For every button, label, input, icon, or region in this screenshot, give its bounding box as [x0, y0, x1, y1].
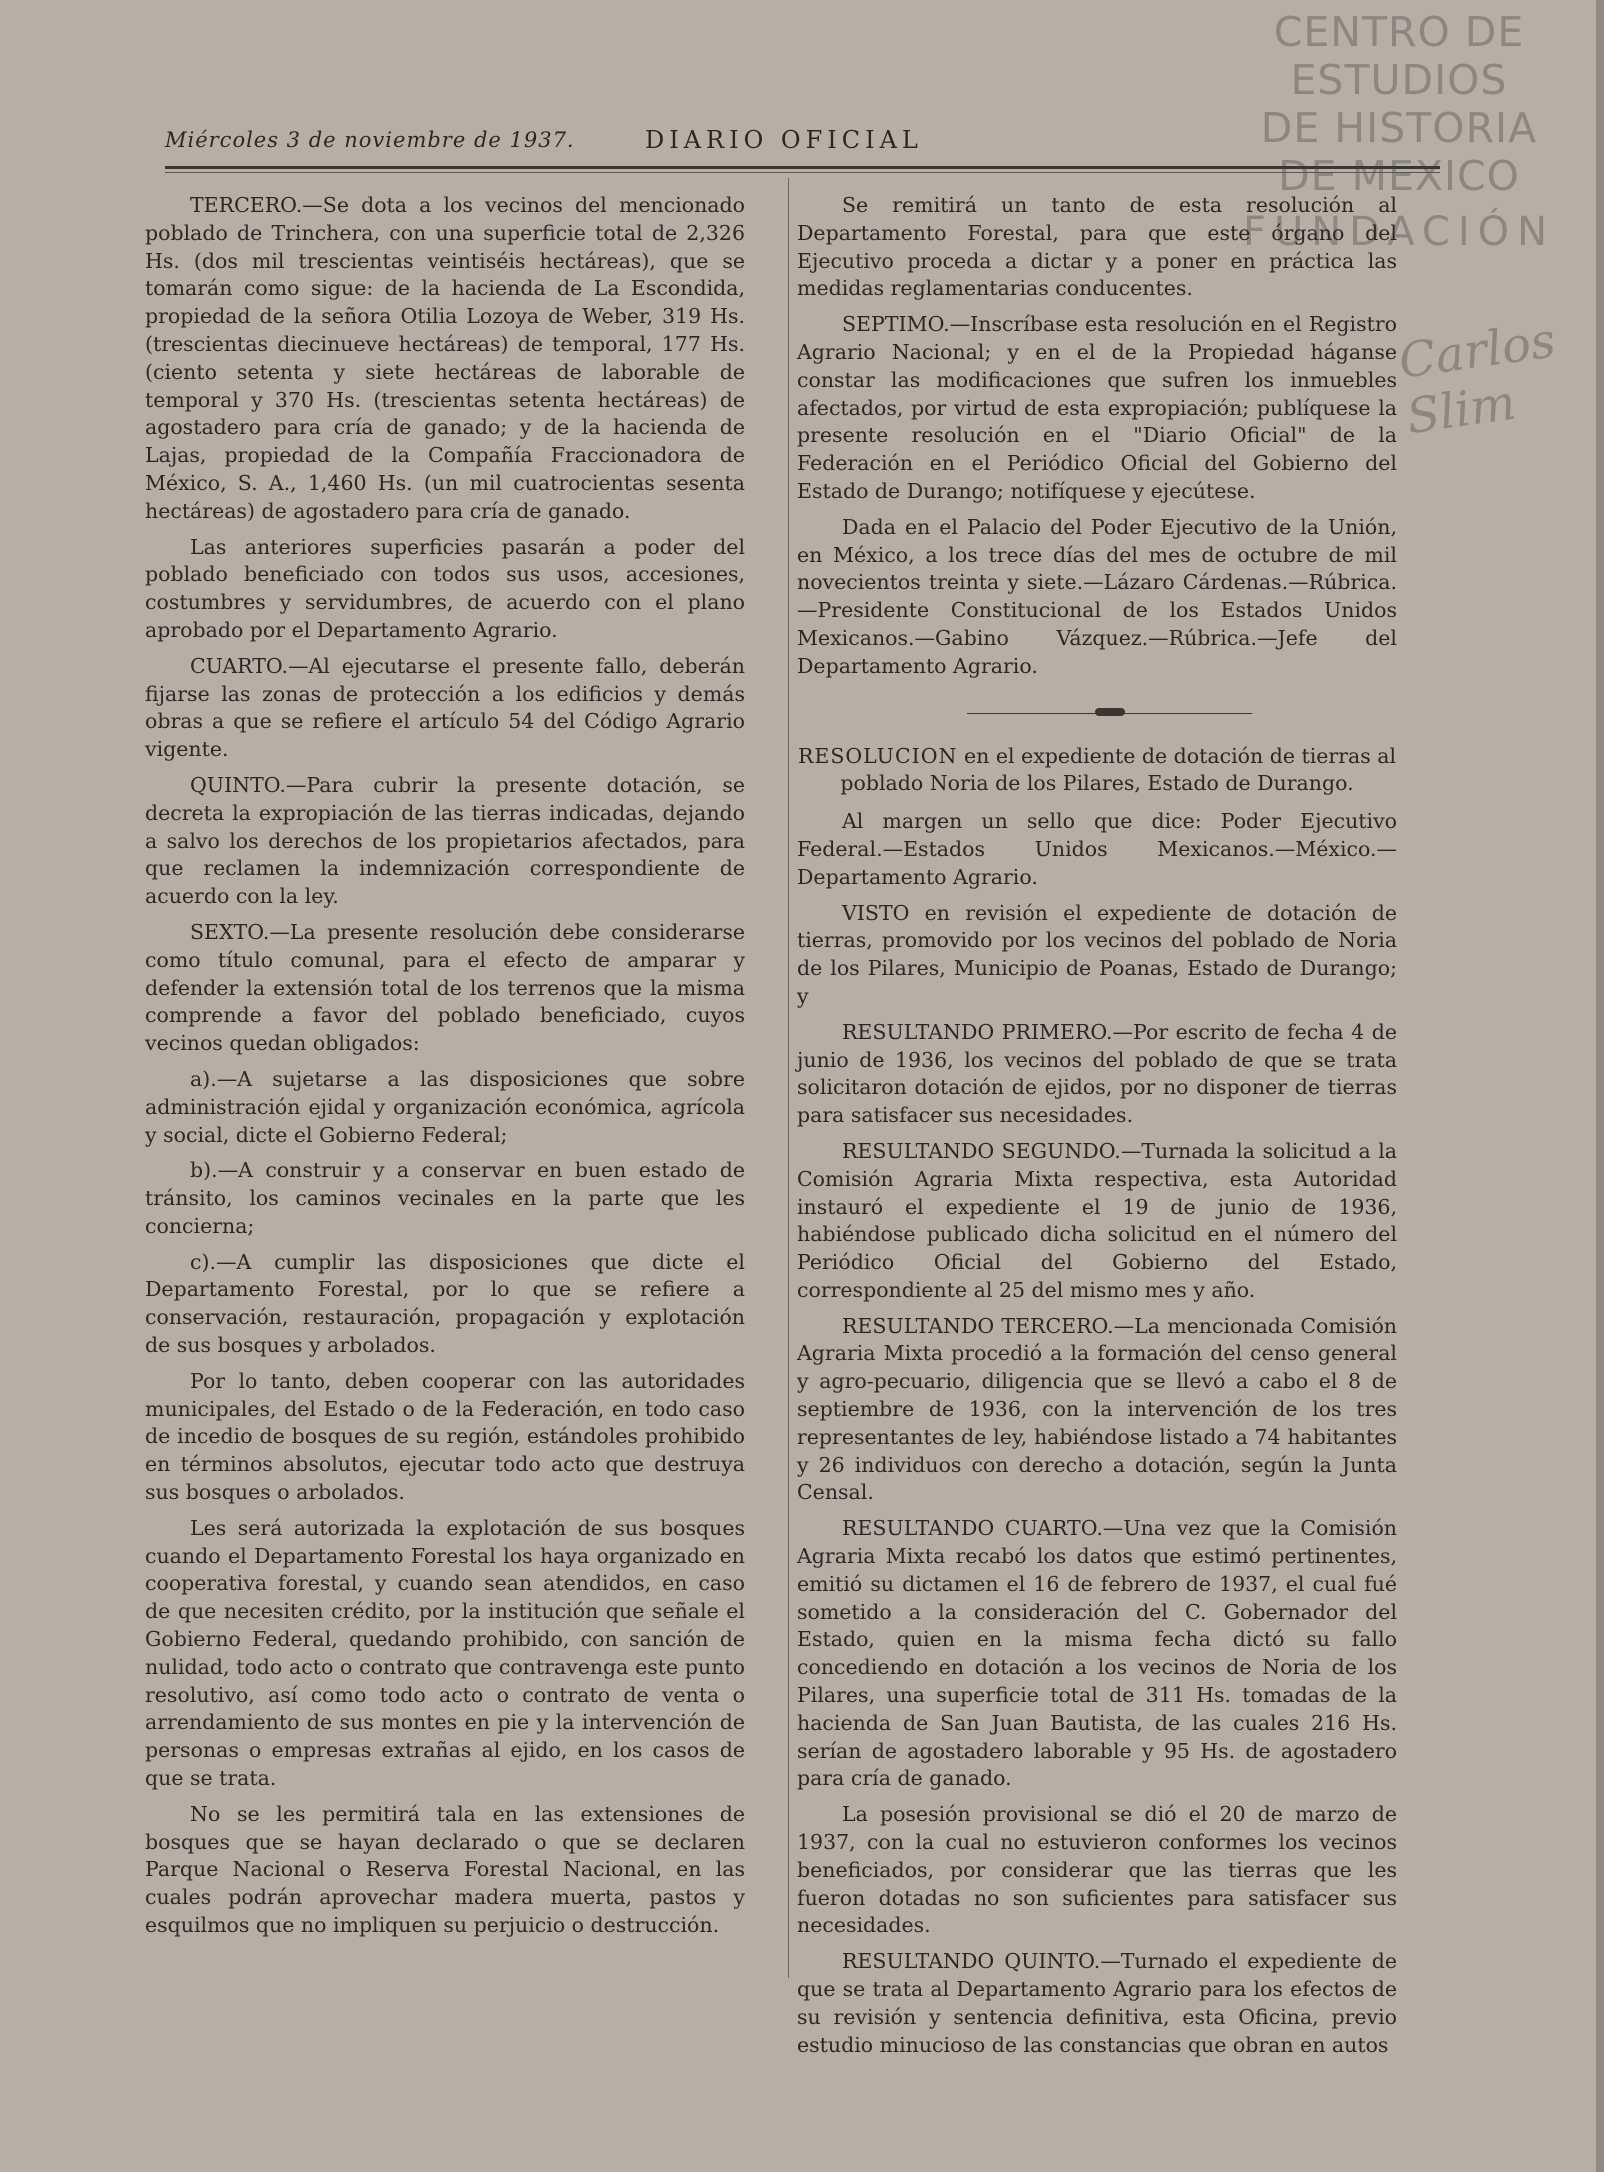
paragraph: RESULTANDO TERCERO.—La mencionada Comisión Agraria Mixta procedió a la formación del censo general y agro-pecuario, diligencia que se llevó a cabo el 8 de septiembre de 1936, con la intervención de los tres representantes de ley, habiéndose listado a 74 habitantes y 26 individuos con derecho a dotación, según la Junta Censal.	[797, 1313, 1397, 1505]
paragraph: TERCERO.—Se dota a los vecinos del mencionado poblado de Trinchera, con una superficie total de 2,326 Hs. (dos mil trescientas veintiséis hectáreas), que se tomarán como sigue: de la hacienda de La Escondida, propiedad de la señora Otilia Lozoya de Weber, 319 Hs. (trescientas diecinueve hectáreas) de temporal, 177 Hs. (ciento setenta y siete hectáreas de laborable de temporal y 370 Hs. (trescientas setenta hectáreas) de agostadero para cría de ganado; y de la hacienda de Lajas, propiedad de la Compañía Fraccionadora de México, S. A., 1,460 Hs. (un mil cuatrocientas sesenta hectáreas) de agostadero para cría de ganado.	[145, 193, 745, 523]
paragraph: Al margen un sello que dice: Poder Ejecutivo Federal.—Estados Unidos Mexicanos.—México.—Departamento Agrario.	[797, 809, 1397, 889]
resolution-heading	[797, 743, 1397, 799]
watermark-line-4: DE MEXICO	[1278, 152, 1520, 200]
paragraph: SEXTO.—La presente resolución debe considerarse como título comunal, para el efecto de amparar y defender la extensión total de los terrenos que la misma comprende a favor del poblado beneficiado, cuyos vecinos quedan obligados:	[145, 919, 745, 1056]
section-ornament	[797, 707, 1397, 721]
paragraph: CUARTO.—Al ejecutarse el presente fallo, deberán fijarse las zonas de protección a los edificios y demás obras a que se refiere el artículo 54 del Código Agrario vigente.	[145, 653, 745, 762]
paragraph: Las anteriores superficies pasarán a poder del poblado beneficiado con todos sus usos, accesiones, costumbres y servidumbres, de acuerdo con el plano aprobado por el Departamento Agrario.	[145, 534, 745, 642]
paragraph: VISTO en revisión el expediente de dotación de tierras, promovido por los vecinos del poblado de Noria de los Pilares, Municipio de Poanas, Estado de Durango; y	[797, 900, 1397, 1008]
paragraph: c).—A cumplir las disposiciones que dicte el Departamento Forestal, por lo que se refiere a conservación, restauración, propagación y explotación de sus bosques y arbolados.	[145, 1249, 745, 1358]
paragraph: RESULTANDO QUINTO.—Turnado el expediente de que se trata al Departamento Agrario para los efectos de su revisión y sentencia definitiva, esta Oficina, previo estudio minucioso de las constancias que obran en autos	[797, 1949, 1397, 2057]
page-header	[165, 122, 1435, 162]
paragraph: Les será autorizada la explotación de sus bosques cuando el Departamento Forestal los haya organizado en cooperativa forestal, y cuando sean atendidos, en caso de que necesiten crédito, por la institución que señale el Gobierno Federal, quedando prohibido, con sanción de nulidad, todo acto o contrato que contravenga este punto resolutivo, así como todo acto o contrato de venta o arrendamiento de sus montes en pie y la intervención de personas o empresas extrañas al ejido, en los casos de que se trata.	[145, 1515, 745, 1791]
paragraph: Dada en el Palacio del Poder Ejecutivo de la Unión, en México, a los trece días del mes de octubre de mil novecientos treinta y siete.—Lázaro Cárdenas.—Rúbrica.—Presidente Constitucional de los Estados Unidos Mexicanos.—Gabino Vázquez.—Rúbrica.—Jefe del Departamento Agrario.	[797, 514, 1397, 678]
watermark-signature: Carlos Slim	[1395, 312, 1559, 446]
ornament-mark	[1095, 708, 1125, 716]
paragraph: RESULTANDO PRIMERO.—Por escrito de fecha 4 de junio de 1936, los vecinos del poblado de que se trata solicitaron dotación de ejidos, por no disponer de tierras para satisfacer sus necesidades.	[797, 1019, 1397, 1128]
watermark-foundation: FUNDACIÓN	[1242, 209, 1556, 255]
paragraph: QUINTO.—Para cubrir la presente dotación, se decreta la expropiación de las tierras indicadas, dejando a salvo los derechos de los propietarios afectados, para que reclamen la indemnización correspondiente de acuerdo con la ley.	[145, 772, 745, 909]
header-date: Miércoles 3 de noviembre de 1937.	[165, 128, 575, 152]
right-column	[797, 192, 1397, 2067]
paragraph: RESULTANDO SEGUNDO.—Turnada la solicitud a la Comisión Agraria Mixta respectiva, esta Autoridad instauró el expediente el 19 de junio de 1936, habiéndose publicado dicha solicitud en el número del Periódico Oficial del Gobierno del Estado, correspondiente al 25 del mismo mes y año.	[797, 1138, 1397, 1302]
paragraph: RESULTANDO CUARTO.—Una vez que la Comisión Agraria Mixta recabó los datos que estimó pertinentes, emitió su dictamen el 16 de febrero de 1937, el cual fué sometido a la consideración del C. Gobernador del Estado, quien en la misma fecha dictó su fallo concediendo en dotación a los vecinos de Noria de los Pilares, una superficie total de 311 Hs. tomadas de la hacienda de San Juan Bautista, de las cuales 216 Hs. serían de agostadero laborable y 95 Hs. de agostadero para cría de ganado.	[797, 1516, 1397, 1791]
watermark-line-3: DE HISTORIA	[1260, 104, 1538, 152]
left-column	[145, 192, 745, 1948]
paragraph: Por lo tanto, deben cooperar con las autoridades municipales, del Estado o de la Federación, en todo caso de incedio de bosques de su región, estándoles prohibido en términos absolutos, ejecutar todo acto que destruya sus bosques o arbolados.	[145, 1368, 745, 1505]
watermark-line-2: ESTUDIOS	[1290, 56, 1508, 104]
column-divider	[788, 178, 789, 1978]
paragraph: b).—A construir y a conservar en buen estado de tránsito, los caminos vecinales en la parte que les concierna;	[145, 1158, 745, 1238]
watermark-line-1: CENTRO DE	[1273, 8, 1525, 56]
paragraph: No se les permitirá tala en las extensiones de bosques que se hayan declarado o que se declaren Parque Nacional o Reserva Forestal Nacional, en las cuales podrán aprovechar madera muerta, pastos y esquilmos que no impliquen su perjuicio o destrucción.	[145, 1801, 745, 1938]
header-rule-thin	[165, 172, 1440, 173]
resolution-heading-rest: en el expediente de dotación de tierras al poblado Noria de los Pilares, Estado de Durango.	[840, 743, 1397, 796]
header-rule	[165, 166, 1440, 169]
resolution-heading-lead: RESOLUCION	[797, 743, 958, 768]
paragraph: a).—A sujetarse a las disposiciones que sobre administración ejidal y organización económica, agrícola y social, dicte el Gobierno Federal;	[145, 1066, 745, 1147]
paragraph: Se remitirá un tanto de esta resolución al Departamento Forestal, para que este órgano del Ejecutivo proceda a dictar y a poner en práctica las medidas reglamentarias conducentes.	[797, 193, 1397, 301]
newspaper-title: DIARIO OFICIAL	[645, 126, 923, 154]
paragraph: La posesión provisional se dió el 20 de marzo de 1937, con la cual no estuvieron conformes los vecinos beneficiados, por considerar que las tierras que les fueron dotadas no son suficientes para satisfacer sus necesidades.	[797, 1802, 1397, 1938]
paragraph: SEPTIMO.—Inscríbase esta resolución en el Registro Agrario Nacional; y en el de la Propiedad háganse constar las modificaciones que sufren los inmuebles afectados, por virtud de esta expropiación; publíquese la presente resolución en el "Diario Oficial" de la Federación en el Periódico Oficial del Gobierno del Estado de Durango; notifíquese y ejecútese.	[797, 312, 1397, 503]
sheet-edge	[1596, 0, 1604, 2172]
